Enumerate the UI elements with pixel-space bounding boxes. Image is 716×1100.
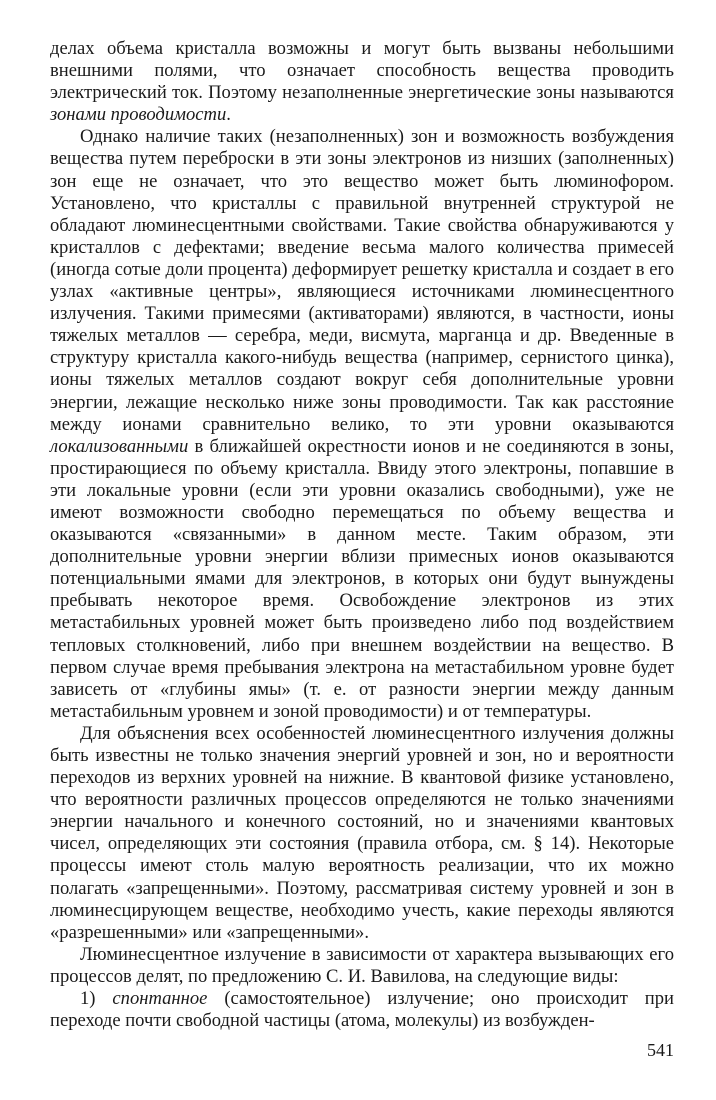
paragraph-5-run-1: 1) <box>80 988 113 1010</box>
paragraph-5-run-3: (самостоятельное) излучение; оно происходит при переходе почти свободной частицы (атома, молекулы) из возбужден- <box>50 988 674 1032</box>
paragraph-5-italic-term: спонтанное <box>112 988 208 1010</box>
paragraph-2-italic-term: локализованными <box>50 435 189 457</box>
page-number: 541 <box>647 1040 674 1060</box>
paragraph-1-italic-term: зонами проводимости <box>50 104 227 126</box>
paragraph-2-run-1: Однако наличие таких (незаполненных) зон и возможность возбуждения вещества путем переброски в эти зоны электронов из низших (заполненных) зон еще не означает, что это вещество может быть люминофором. Установлено, что кристаллы с правильной внутренней структурой не обладают люминесцентными свойствами. Такие свойства обнаруживаются у кристаллов с дефектами; введение весьма малого количества примесей (иногда сотые доли процента) деформирует решетку кристалла и создает в его узлах «активные центры», являющиеся источниками люминесцентного излучения. Такими примесями (активаторами) являются, в частности, ионы тяжелых металлов — серебра, меди, висмута, марганца и др. Введенные в структуру кристалла какого-нибудь вещества (например, сернистого цинка), ионы тяжелых металлов создают вокруг себя дополнительные уровни энергии, лежащие несколько ниже зоны проводимости. Так как расстояние между ионами сравнительно велико, то эти уровни оказываются <box>50 126 674 435</box>
page-body <box>50 38 674 1032</box>
paragraph-3-run-1: Для объяснения всех особенностей люминесцентного излучения должны быть известны не только значения энергий уровней и зон, но и вероятности переходов из верхних уровней на нижние. В квантовой физике установлено, что вероятности различных процессов определяются не только значениями энергии начального и конечного состояний, но и значениями квантовых чисел, определяющих эти состояния (правила отбора, см. § 14). Некоторые процессы имеют столь малую вероятность реализации, что их можно полагать «запрещенными». Поэтому, рассматривая систему уровней и зон в люминесцирующем веществе, необходимо учесть, какие переходы являются «разрешенными» или «запрещенными». <box>50 722 674 943</box>
paragraph-3 <box>50 723 674 944</box>
paragraph-1-run-1: делах объема кристалла возможны и могут быть вызваны небольшими внешними полями, что означает способность вещества проводить электрический ток. Поэтому незаполненные энергетические зоны называются <box>50 38 674 104</box>
paragraph-2-run-3: в ближайшей окрестности ионов и не соединяются в зоны, простирающиеся по объему кристалла. Ввиду этого электроны, попавшие в эти локальные уровни (если эти уровни оказались свободными), уже не имеют возможности свободно перемещаться по объему вещества и оказываются «связанными» в данном месте. Таким образом, эти дополнительные уровни энергии вблизи примесных ионов оказываются потенциальными ямами для электронов, в которых они будут вынуждены пребывать некоторое время. Освобождение электронов из этих метастабильных уровней может быть произведено либо под воздействием тепловых столкновений, либо при внешнем воздействии на вещество. В первом случае время пребывания электрона на метастабильном уровне будет зависеть от «глубины ямы» (т. е. от разности энергии между данным метастабильным уровнем и зоной проводимости) и от температуры. <box>50 435 674 722</box>
paragraph-1 <box>50 38 674 126</box>
paragraph-2 <box>50 126 674 723</box>
paragraph-1-run-3: . <box>226 104 231 126</box>
paragraph-4 <box>50 944 674 988</box>
paragraph-4-run-1: Люминесцентное излучение в зависимости от характера вызывающих его процессов делят, по предложению С. И. Вавилова, на следующие виды: <box>50 943 674 987</box>
paragraph-5 <box>50 988 674 1032</box>
